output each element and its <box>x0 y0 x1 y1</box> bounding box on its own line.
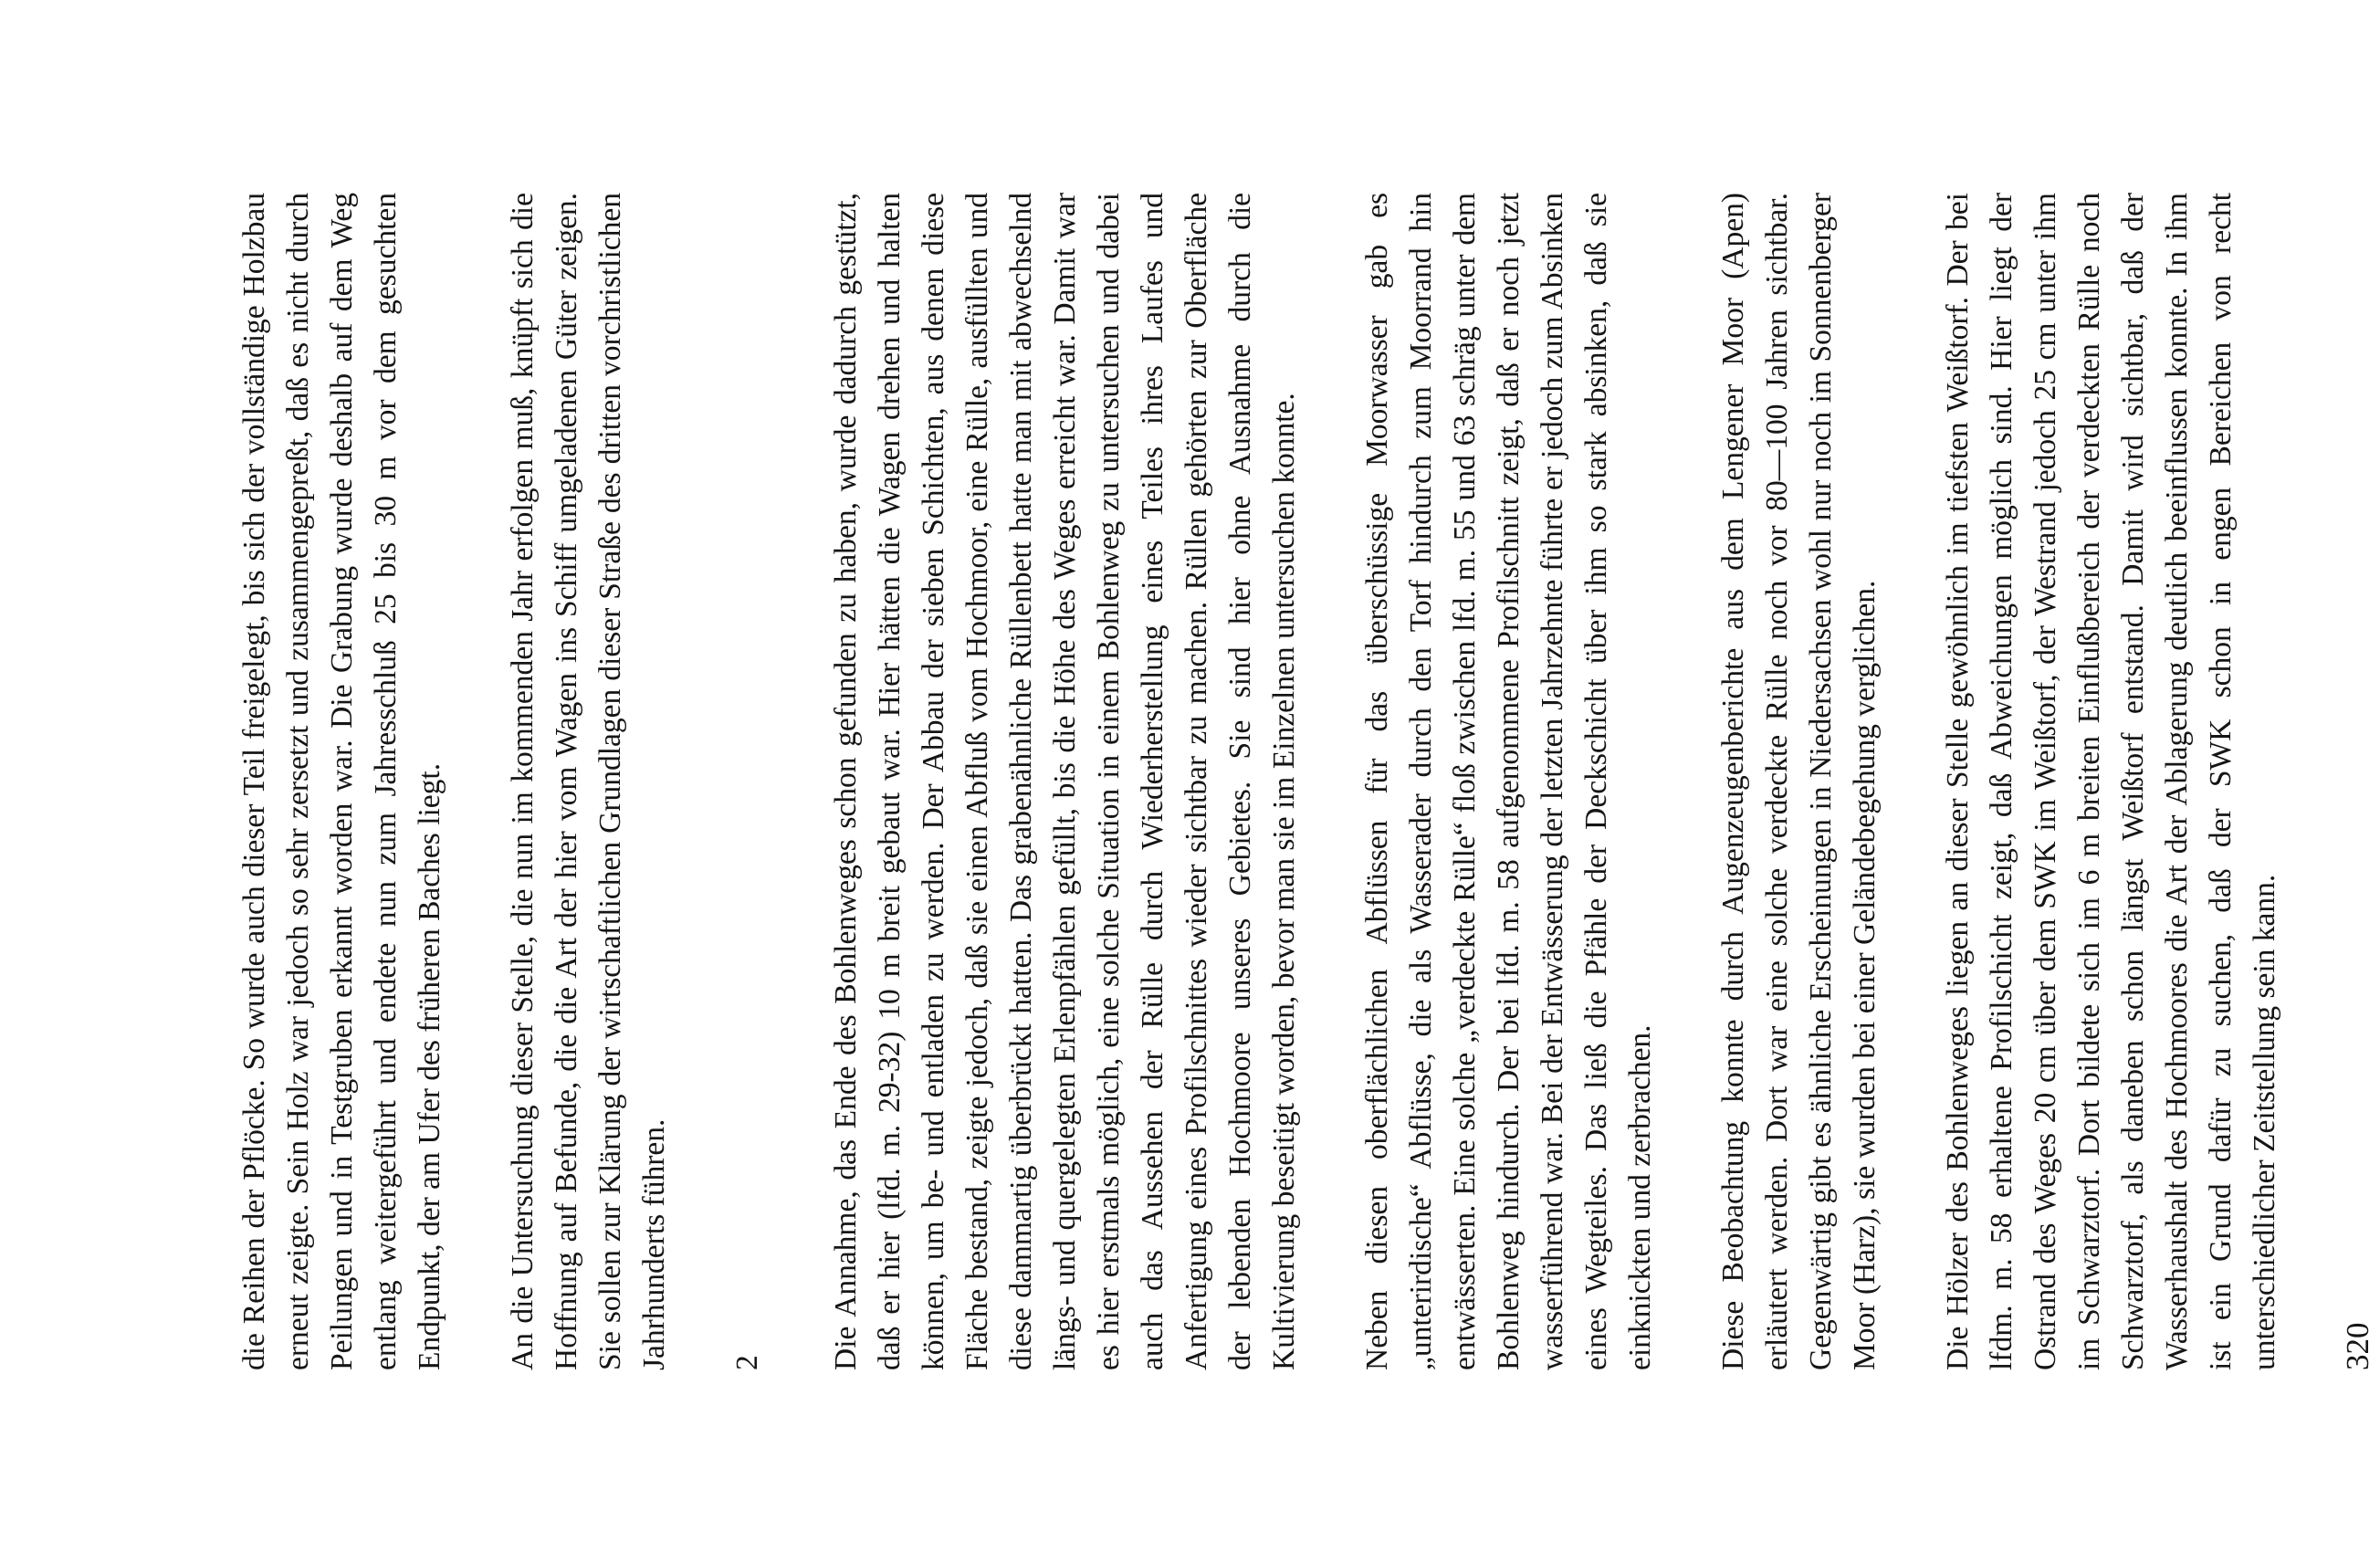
section-number: 2 <box>730 1355 764 1370</box>
paragraph-3: Die Annahme, das Ende des Bohlenweges schon gefunden zu haben, wurde dadurch gestützt, daß er hier (lfd. m. 29-32) 10 m breit gebaut war. Hier hätten die Wagen drehen und halten können, um be- und entladen zu werden. Der Abbau der sieben Schichten, aus denen diese Fläche bestand, zeigte jedoch, daß sie einen Abfluß vom Hochmoor, eine Rülle, ausfüllten und diese dammartig überbrückt hatten. Das grabenähnliche Rüllenbett hatte man mit abwechselnd längs- und quergelegten Erlenpfählen gefüllt, bis die Höhe des Weges erreicht war. Damit war es hier erstmals möglich, eine solche Situation in einem Bohlenweg zu untersuchen und dabei auch das Aussehen der Rülle durch Wiederherstellung eines Teiles ihres Laufes und Anfertigung eines Profilschnittes wieder sichtbar zu machen. Rüllen gehörten zur Oberfläche der lebenden Hochmoore unseres Gebietes. Sie sind hier ohne Ausnahme durch die Kultivierung beseitigt worden, bevor man sie im Einzelnen untersuchen konnte. <box>829 193 1301 1370</box>
paragraph-2: An die Untersuchung dieser Stelle, die nun im kommenden Jahr erfolgen muß, knüpft sich die Hoffnung auf Befunde, die die Art der hier vom Wagen ins Schiff umgeladenen Güter zeigen. Sie sollen zur Klärung der wirtschaftlichen Grundlagen dieser Straße des dritten vorchristlichen Jahrhunderts führen. <box>506 193 671 1370</box>
paragraph-4: Neben diesen oberflächlichen Abflüssen für das überschüssige Moorwasser gab es „unterirdische“ Abflüsse, die als Wasserader durch den Torf hindurch zum Moorrand hin entwässerten. Eine solche „verdeckte Rülle“ floß zwischen lfd. m. 55 und 63 schräg unter dem Bohlenweg hindurch. Der bei lfd. m. 58 aufgenommene Profilschnitt zeigt, daß er noch jetzt wasserführend war. Bei der Entwässerung der letzten Jahrzehnte führte er jedoch zum Absinken eines Wegteiles. Das ließ die Pfähle der Deckschicht über ihm so stark absinken, daß sie einknickten und zerbrachen. <box>1360 193 1657 1370</box>
page-body <box>178 193 2375 1370</box>
paragraph-6: Die Hölzer des Bohlenweges liegen an dieser Stelle gewöhnlich im tiefsten Weißtorf. Der bei lfdm. m. 58 erhaltene Profilschicht zeigt, daß Abweichungen möglich sind. Hier liegt der Ostrand des Weges 20 cm über dem SWK im Weißtorf, der Westrand jedoch 25 cm unter ihm im Schwarztorf. Dort bildete sich im 6 m breiten Einflußbereich der verdeckten Rülle noch Schwarztorf, als daneben schon längst Weißtorf entstand. Damit wird sichtbar, daß der Wasserhaushalt des Hochmoores die Art der Ablagerung deutlich beeinflussen konnte. In ihm ist ein Grund dafür zu suchen, daß der SWK schon in engen Bereichen von recht unterschiedlicher Zeitstellung sein kann. <box>1941 193 2281 1370</box>
page-number: 320 <box>2340 1322 2375 1370</box>
paragraph-1: die Reihen der Pflöcke. So wurde auch dieser Teil freigelegt, bis sich der vollständige Holzbau erneut zeigte. Sein Holz war jedoch so sehr zersetzt und zusammengepreßt, daß es nicht durch Peilungen und in Testgruben erkannt worden war. Die Grabung wurde deshalb auf dem Weg entlang weitergeführt und endete nun zum Jahresschluß 25 bis 30 m vor dem gesuchten Endpunkt, der am Ufer des früheren Baches liegt. <box>237 193 446 1370</box>
paragraph-5: Diese Beobachtung konnte durch Augenzeugenberichte aus dem Lengener Moor (Apen) erläutert werden. Dort war eine solche verdeckte Rülle noch vor 80—100 Jahren sichtbar. Gegenwärtig gibt es ähnliche Erscheinungen in Niedersachsen wohl nur noch im Sonnenberger Moor (Harz), sie wurden bei einer Geländebegehung verglichen. <box>1716 193 1882 1370</box>
